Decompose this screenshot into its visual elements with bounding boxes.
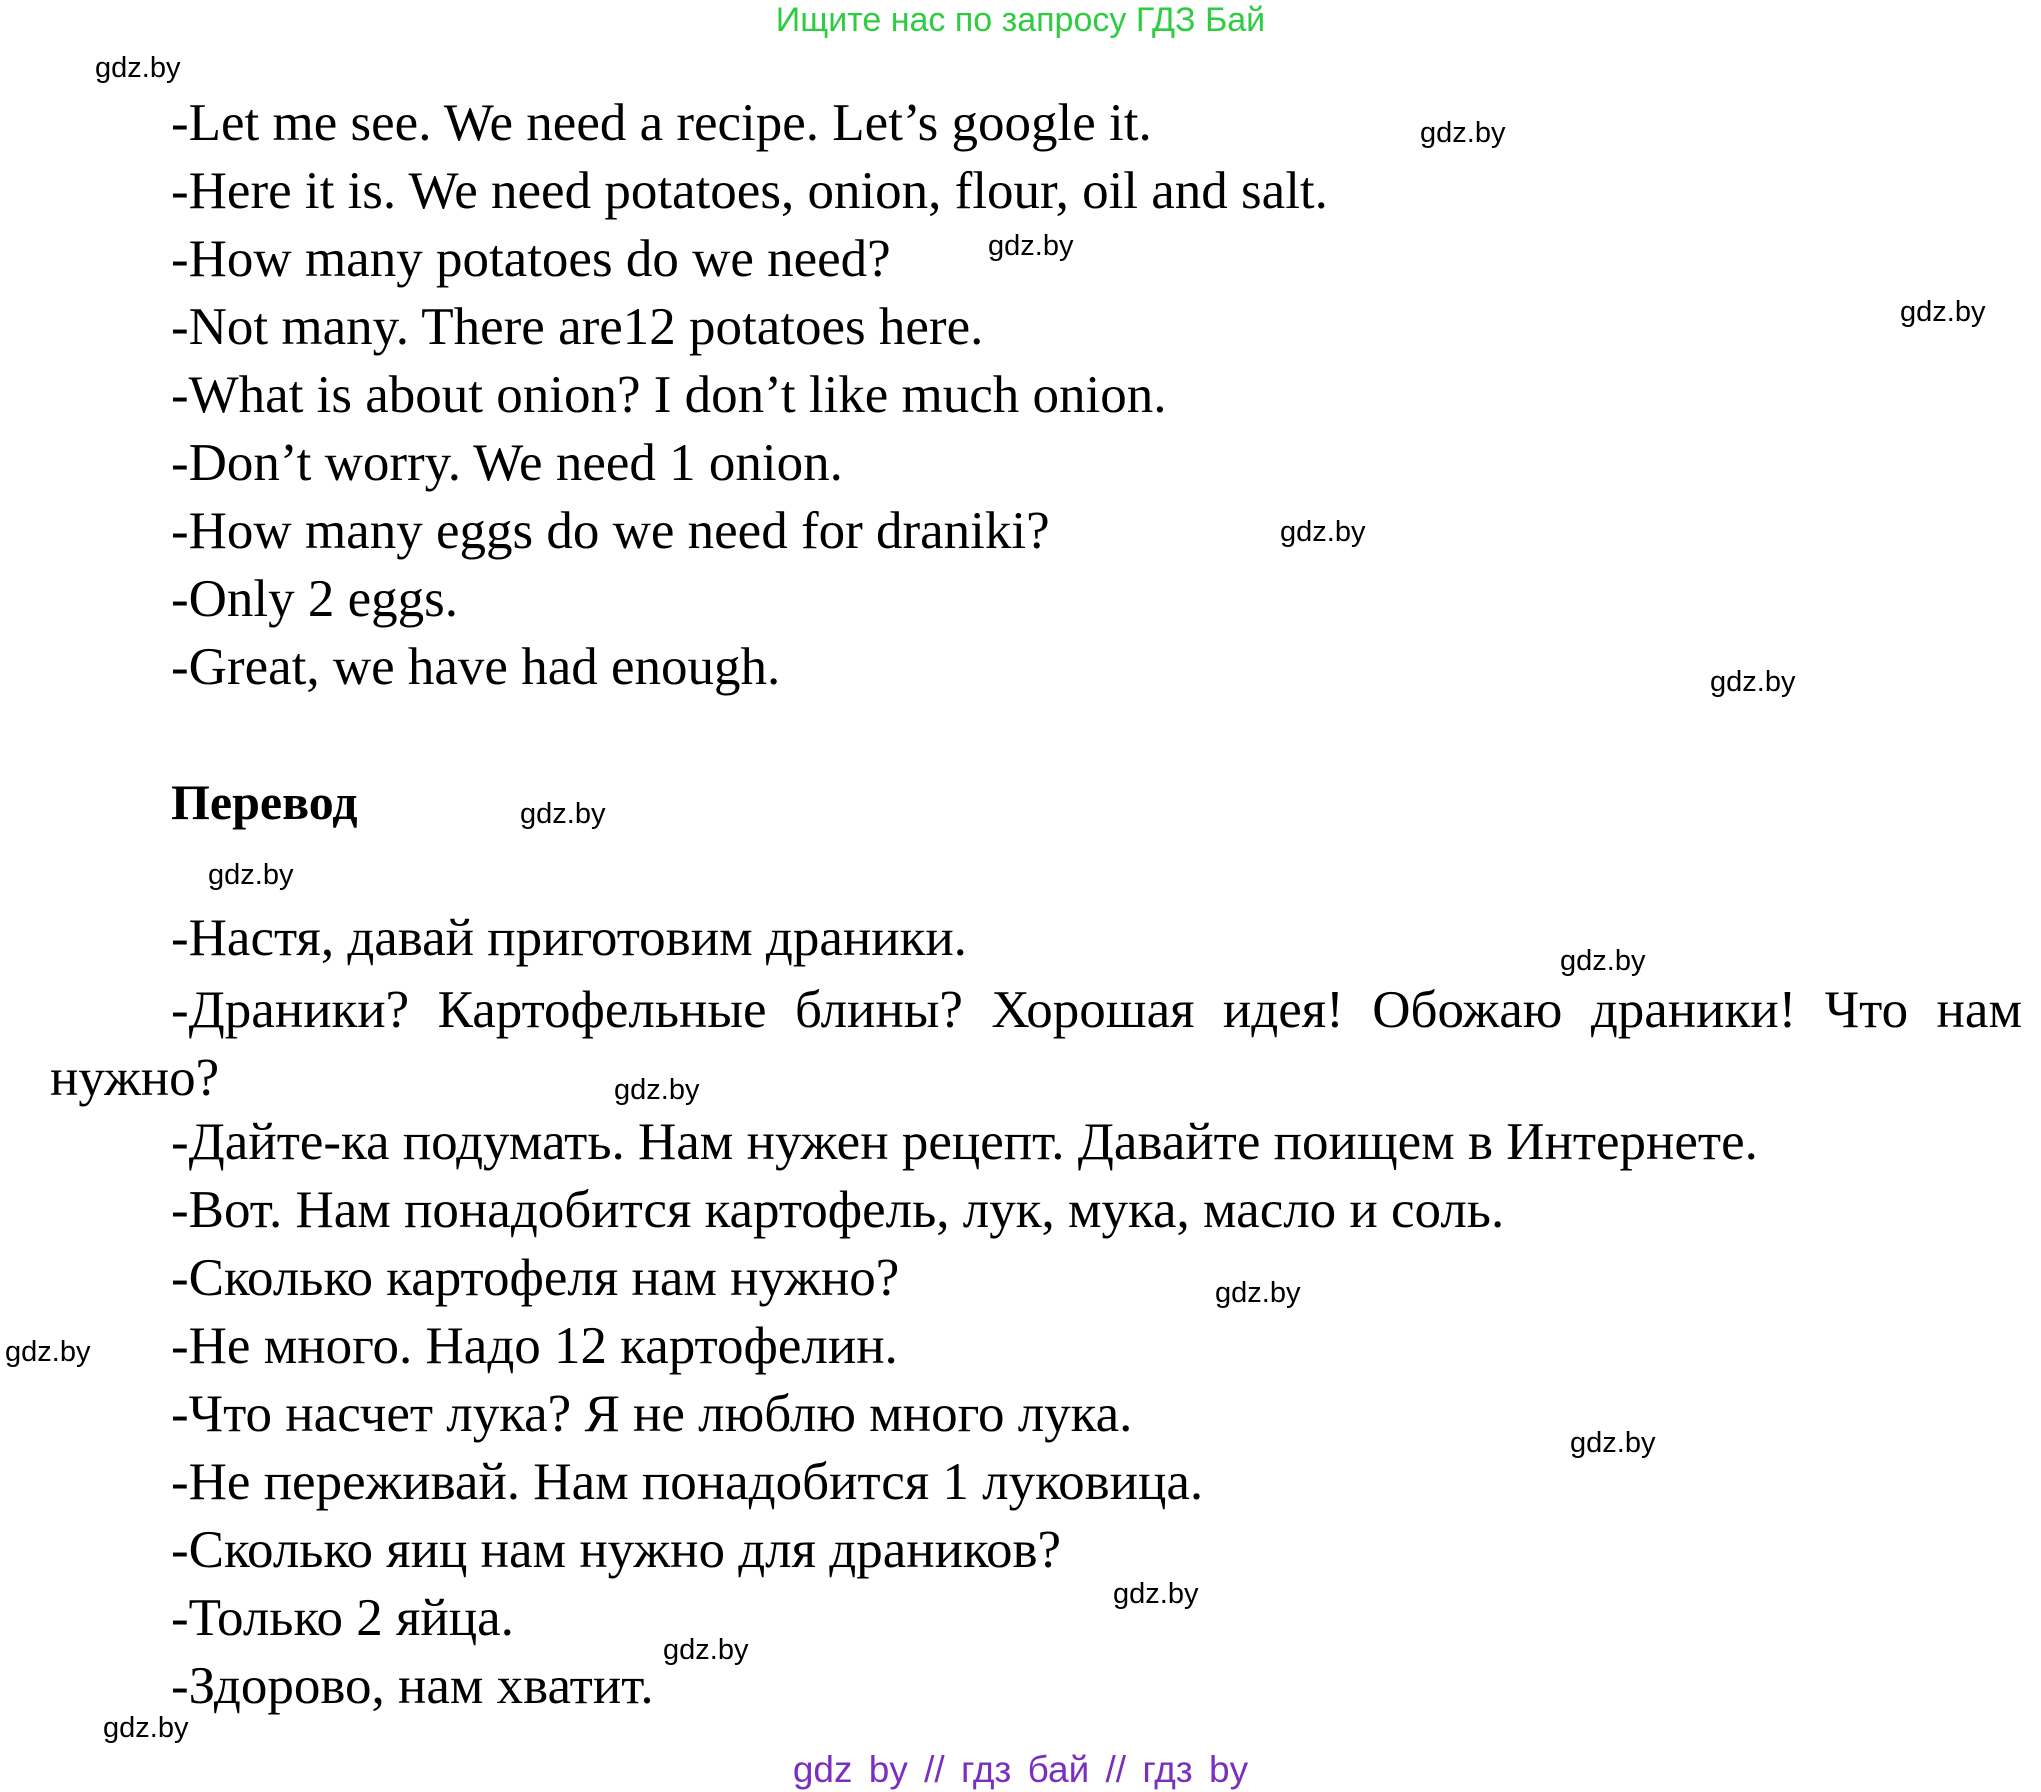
- dialogue-line: -How many potatoes do we need?: [171, 230, 891, 288]
- translation-line: -Здорово, нам хватит.: [171, 1657, 654, 1715]
- dialogue-line: -How many eggs do we need for draniki?: [171, 502, 1050, 560]
- watermark: gdz.by: [1215, 1277, 1301, 1309]
- translation-line: -Дайте-ка подумать. Нам нужен рецепт. Давайте поищем в Интернете.: [171, 1113, 1758, 1171]
- watermark: gdz.by: [103, 1712, 189, 1744]
- translation-heading: Перевод: [171, 774, 358, 830]
- dialogue-line: -What is about onion? I don’t like much onion.: [171, 366, 1167, 424]
- translation-line: -Только 2 яйца.: [171, 1589, 514, 1647]
- translation-line-wrapped: -Драники? Картофельные блины? Хорошая идея! Обожаю драники! Что нам нужно?: [50, 981, 2022, 1107]
- dialogue-line: -Here it is. We need potatoes, onion, flour, oil and salt.: [171, 162, 1328, 220]
- watermark: gdz.by: [663, 1634, 749, 1666]
- dialogue-line: -Only 2 eggs.: [171, 570, 459, 628]
- watermark: gdz.by: [1570, 1427, 1656, 1459]
- watermark: gdz.by: [1420, 117, 1506, 149]
- watermark: gdz.by: [5, 1336, 91, 1368]
- translation-line: -Сколько яиц нам нужно для драников?: [171, 1521, 1062, 1579]
- translation-line: -Не много. Надо 12 картофелин.: [171, 1317, 898, 1375]
- watermark: gdz.by: [520, 798, 606, 830]
- watermark: gdz.by: [614, 1074, 700, 1106]
- translation-line: -Не переживай. Нам понадобится 1 луковица.: [171, 1453, 1204, 1511]
- dialogue-line: -Don’t worry. We need 1 onion.: [171, 434, 843, 492]
- watermark: gdz.by: [988, 230, 1074, 262]
- watermark: gdz.by: [208, 859, 294, 891]
- footer-links: gdz by // гдз бай // гдз by: [792, 1749, 1249, 1790]
- dialogue-line: -Let me see. We need a recipe. Let’s google it.: [171, 94, 1152, 152]
- translation-line: -Сколько картофеля нам нужно?: [171, 1249, 900, 1307]
- dialogue-line: -Not many. There are12 potatoes here.: [171, 298, 984, 356]
- dialogue-line: -Great, we have had enough.: [171, 638, 781, 696]
- translation-line: -Что насчет лука? Я не люблю много лука.: [171, 1385, 1133, 1443]
- top-banner: Ищите нас по запросу ГДЗ Бай: [775, 1, 1266, 39]
- watermark: gdz.by: [1280, 516, 1366, 548]
- watermark: gdz.by: [1113, 1578, 1199, 1610]
- translation-line: -Вот. Нам понадобится картофель, лук, мука, масло и соль.: [171, 1181, 1505, 1239]
- watermark: gdz.by: [95, 52, 181, 84]
- watermark: gdz.by: [1710, 666, 1796, 698]
- watermark: gdz.by: [1900, 296, 1986, 328]
- watermark: gdz.by: [1560, 945, 1646, 977]
- translation-line: -Настя, давай приготовим драники.: [171, 909, 967, 967]
